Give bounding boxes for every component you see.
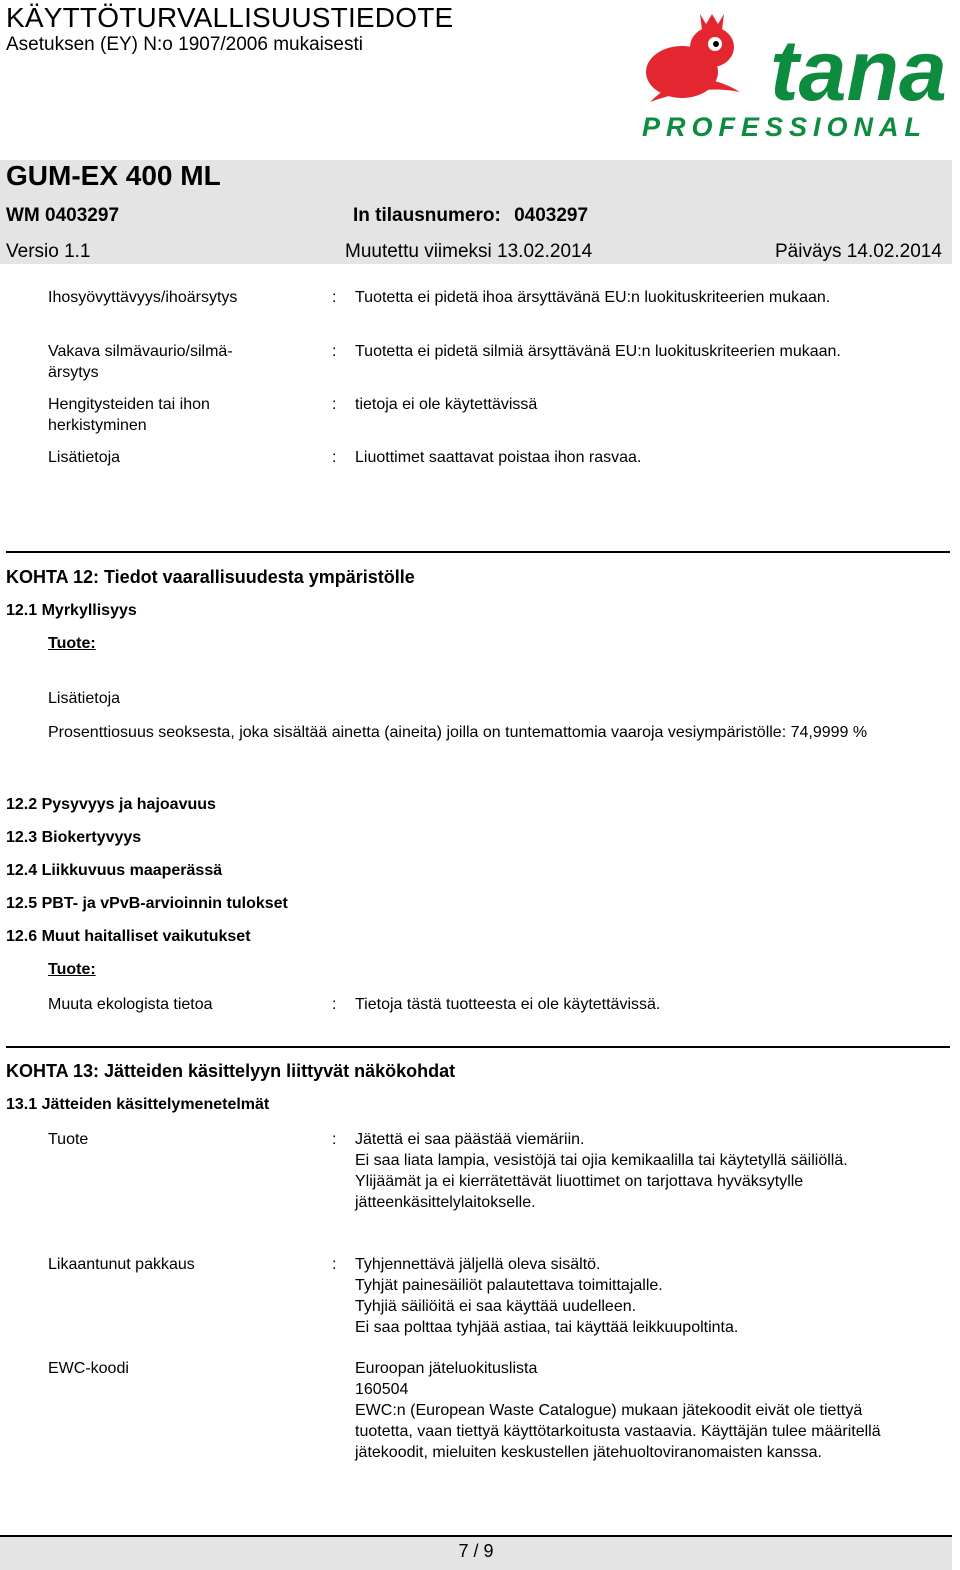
tox-label: Lisätietoja xyxy=(48,449,121,466)
text-line: Tyhjiä säiliöitä ei saa käyttää uudelleen. xyxy=(355,1298,637,1315)
tox-value: Liuottimet saattavat poistaa ihon rasvaa. xyxy=(355,449,642,466)
modified-date: Muutettu viimeksi 13.02.2014 xyxy=(345,241,593,262)
text-line: Ei saa polttaa tyhjää astiaa, tai käyttää leikkuupoltinta. xyxy=(355,1319,739,1336)
text-line: Tyhjennettävä jäljellä oleva sisältö. xyxy=(355,1256,601,1273)
colon: : xyxy=(332,396,337,413)
ewc-label: EWC-koodi xyxy=(48,1360,129,1377)
wm-number: WM 0403297 xyxy=(6,205,120,226)
product-name: GUM-EX 400 ML xyxy=(6,160,221,191)
subsection-12-2: 12.2 Pysyvyys ja hajoavuus xyxy=(6,796,216,813)
product-label: Tuote: xyxy=(48,635,96,652)
order-number xyxy=(353,205,588,227)
subsection-12-4: 12.4 Liikkuvuus maaperässä xyxy=(6,862,223,879)
packaging-label: Likaantunut pakkaus xyxy=(48,1256,195,1273)
colon: : xyxy=(332,996,337,1013)
order-label: In tilausnumero: xyxy=(353,205,501,226)
issue-date: Päiväys 14.02.2014 xyxy=(775,241,942,262)
page-number: 7 / 9 xyxy=(458,1541,494,1561)
ewc-text xyxy=(355,1358,895,1463)
colon: : xyxy=(332,289,337,306)
tox-label: Vakava silmävaurio/silmä-ärsytys xyxy=(48,343,233,381)
logo-subtext: PROFESSIONAL xyxy=(642,112,928,142)
section-divider xyxy=(6,551,950,553)
text-line: Ylijäämät ja ei kierrätettävät liuottimet on tarjottava hyväksytylle jätteenkäsittelylaitokselle. xyxy=(355,1173,804,1211)
tox-label: Hengitysteiden tai ihon herkistyminen xyxy=(48,396,210,434)
text-line: EWC:n (European Waste Catalogue) mukaan jätekoodit eivät ole tiettyä tuotetta, vaan tiettyä käyttötarkoitusta vastaavia. Käyttäjän tulee määritellä jätekoodit, mieluiten keskustellen jätehuoltoviranomaisten kanssa. xyxy=(355,1402,881,1461)
text-line: Ei saa liata lampia, vesistöjä tai ojia kemikaalilla tai käytetyllä säiliöllä. xyxy=(355,1152,848,1169)
product-label: Tuote: xyxy=(48,961,96,978)
subsection-12-1: 12.1 Myrkyllisyys xyxy=(6,602,137,619)
colon: : xyxy=(332,1256,337,1273)
subsection-12-3: 12.3 Biokertyvyys xyxy=(6,829,142,846)
packaging-text xyxy=(355,1254,875,1338)
subsection-12-6: 12.6 Muut haitalliset vaikutukset xyxy=(6,928,251,945)
info-label: Lisätietoja xyxy=(48,690,121,707)
version: Versio 1.1 xyxy=(6,241,91,262)
colon: : xyxy=(332,449,337,466)
eco-label: Muuta ekologista tietoa xyxy=(48,996,213,1013)
colon: : xyxy=(332,343,337,360)
section-13-title: KOHTA 13: Jätteiden käsittelyyn liittyvät näkökohdat xyxy=(6,1061,456,1081)
document-title: KÄYTTÖTURVALLISUUSTIEDOTE xyxy=(6,2,454,33)
section-divider xyxy=(6,1046,950,1048)
tox-label: Ihosyövyttävyys/ihoärsytys xyxy=(48,289,238,306)
text-line: Jätettä ei saa päästää viemäriin. xyxy=(355,1131,585,1148)
text-line: Euroopan jäteluokituslista xyxy=(355,1360,538,1377)
waste-product-text xyxy=(355,1129,875,1213)
eco-value: Tietoja tästä tuotteesta ei ole käytettävissä. xyxy=(355,996,661,1013)
subsection-13-1: 13.1 Jätteiden käsittelymenetelmät xyxy=(6,1096,270,1113)
info-text: Prosenttiosuus seoksesta, joka sisältää ainetta (aineita) joilla on tuntemattomia vaaroja vesiympäristölle: 74,9999 % xyxy=(48,724,868,741)
tox-value: tietoja ei ole käytettävissä xyxy=(355,396,538,413)
logo-wordmark: tana xyxy=(770,23,947,119)
tana-professional-logo xyxy=(640,2,950,142)
text-line: 160504 xyxy=(355,1381,409,1398)
tox-value: Tuotetta ei pidetä silmiä ärsyttävänä EU:n luokituskriteerien mukaan. xyxy=(355,343,841,360)
subsection-12-5: 12.5 PBT- ja vPvB-arvioinnin tulokset xyxy=(6,895,288,912)
order-value: 0403297 xyxy=(514,205,589,226)
waste-product-label: Tuote xyxy=(48,1131,89,1148)
text-line: Tyhjät painesäiliöt palautettava toimittajalle. xyxy=(355,1277,663,1294)
tox-value: Tuotetta ei pidetä ihoa ärsyttävänä EU:n luokituskriteerien mukaan. xyxy=(355,289,831,306)
document-subtitle: Asetuksen (EY) N:o 1907/2006 mukaisesti xyxy=(6,34,363,55)
colon: : xyxy=(332,1131,337,1148)
section-12-title: KOHTA 12: Tiedot vaarallisuudesta ympäristölle xyxy=(6,567,415,587)
